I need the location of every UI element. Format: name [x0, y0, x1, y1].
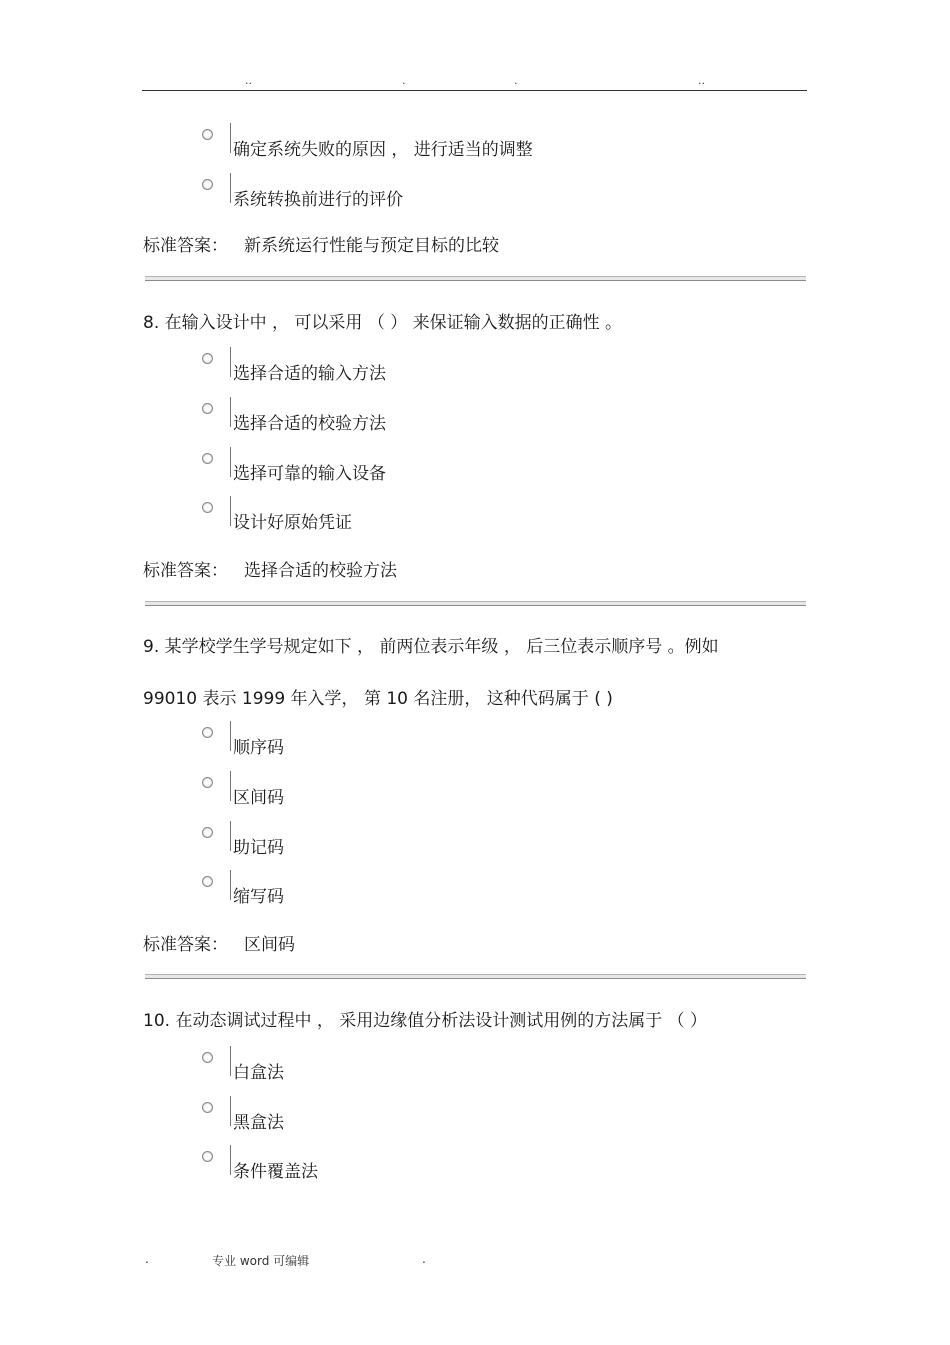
- footer-dot-right: .: [422, 1252, 426, 1266]
- option-label: 黑盒法: [233, 1113, 284, 1133]
- option-divider: [230, 347, 231, 377]
- question-separator: [145, 974, 806, 979]
- radio-button[interactable]: [202, 1102, 213, 1113]
- option-label: 确定系统失败的原因 ， 进行适当的调整: [233, 140, 533, 160]
- radio-button[interactable]: [202, 179, 213, 190]
- option-divider: [230, 821, 231, 851]
- question-separator: [145, 601, 806, 606]
- answer-value: 选择合适的校验方法: [244, 561, 397, 581]
- option-label: 区间码: [233, 788, 284, 808]
- option-label: 选择合适的校验方法: [233, 414, 386, 434]
- radio-button[interactable]: [202, 1052, 213, 1063]
- radio-button[interactable]: [202, 353, 213, 364]
- header-dot: ..: [698, 74, 705, 87]
- option-divider: [230, 721, 231, 751]
- option-divider: [230, 870, 231, 900]
- option-label: 顺序码: [233, 738, 284, 758]
- answer-label: 标准答案：: [143, 236, 228, 256]
- answer-value: 新系统运行性能与预定目标的比较: [244, 236, 499, 256]
- option-divider: [230, 447, 231, 477]
- option-divider: [230, 173, 231, 203]
- radio-button[interactable]: [202, 403, 213, 414]
- option-divider: [230, 496, 231, 526]
- radio-button[interactable]: [202, 727, 213, 738]
- option-label: 系统转换前进行的评价: [233, 190, 403, 210]
- option-divider: [230, 123, 231, 153]
- option-divider: [230, 771, 231, 801]
- option-label: 设计好原始凭证: [233, 513, 352, 533]
- header-dot: .: [402, 74, 406, 87]
- option-divider: [230, 1096, 231, 1126]
- footer-dot-left: .: [145, 1252, 149, 1266]
- question-text: 10. 在动态调试过程中 ， 采用边缘值分析法设计测试用例的方法属于 （ ）: [143, 1011, 708, 1031]
- option-divider: [230, 1145, 231, 1175]
- answer-label: 标准答案：: [143, 935, 228, 955]
- radio-button[interactable]: [202, 777, 213, 788]
- standard-answer: [143, 930, 295, 955]
- radio-button[interactable]: [202, 502, 213, 513]
- option-label: 助记码: [233, 838, 284, 858]
- answer-label: 标准答案：: [143, 561, 228, 581]
- option-label: 白盒法: [233, 1063, 284, 1083]
- question-text: 8. 在输入设计中 ， 可以采用 （ ） 来保证输入数据的正确性 。: [143, 313, 623, 333]
- footer-text: 专业 word 可编辑: [212, 1254, 310, 1268]
- header-dot: ..: [245, 74, 252, 87]
- radio-button[interactable]: [202, 827, 213, 838]
- option-label: 选择可靠的输入设备: [233, 464, 386, 484]
- radio-button[interactable]: [202, 876, 213, 887]
- standard-answer: [143, 231, 499, 256]
- question-separator: [145, 276, 806, 281]
- option-divider: [230, 397, 231, 427]
- option-label: 条件覆盖法: [233, 1162, 318, 1182]
- header-dot: .: [514, 74, 518, 87]
- option-divider: [230, 1046, 231, 1076]
- answer-value: 区间码: [244, 935, 295, 955]
- header-rule: [142, 90, 807, 91]
- question-text-continued: 99010 表示 1999 年入学， 第 10 名注册， 这种代码属于 ( ): [143, 689, 613, 709]
- radio-button[interactable]: [202, 1151, 213, 1162]
- standard-answer: [143, 556, 397, 581]
- option-label: 选择合适的输入方法: [233, 364, 386, 384]
- radio-button[interactable]: [202, 453, 213, 464]
- question-text: 9. 某学校学生学号规定如下 ， 前两位表示年级 ， 后三位表示顺序号 。例如: [143, 637, 719, 657]
- option-label: 缩写码: [233, 887, 284, 907]
- radio-button[interactable]: [202, 129, 213, 140]
